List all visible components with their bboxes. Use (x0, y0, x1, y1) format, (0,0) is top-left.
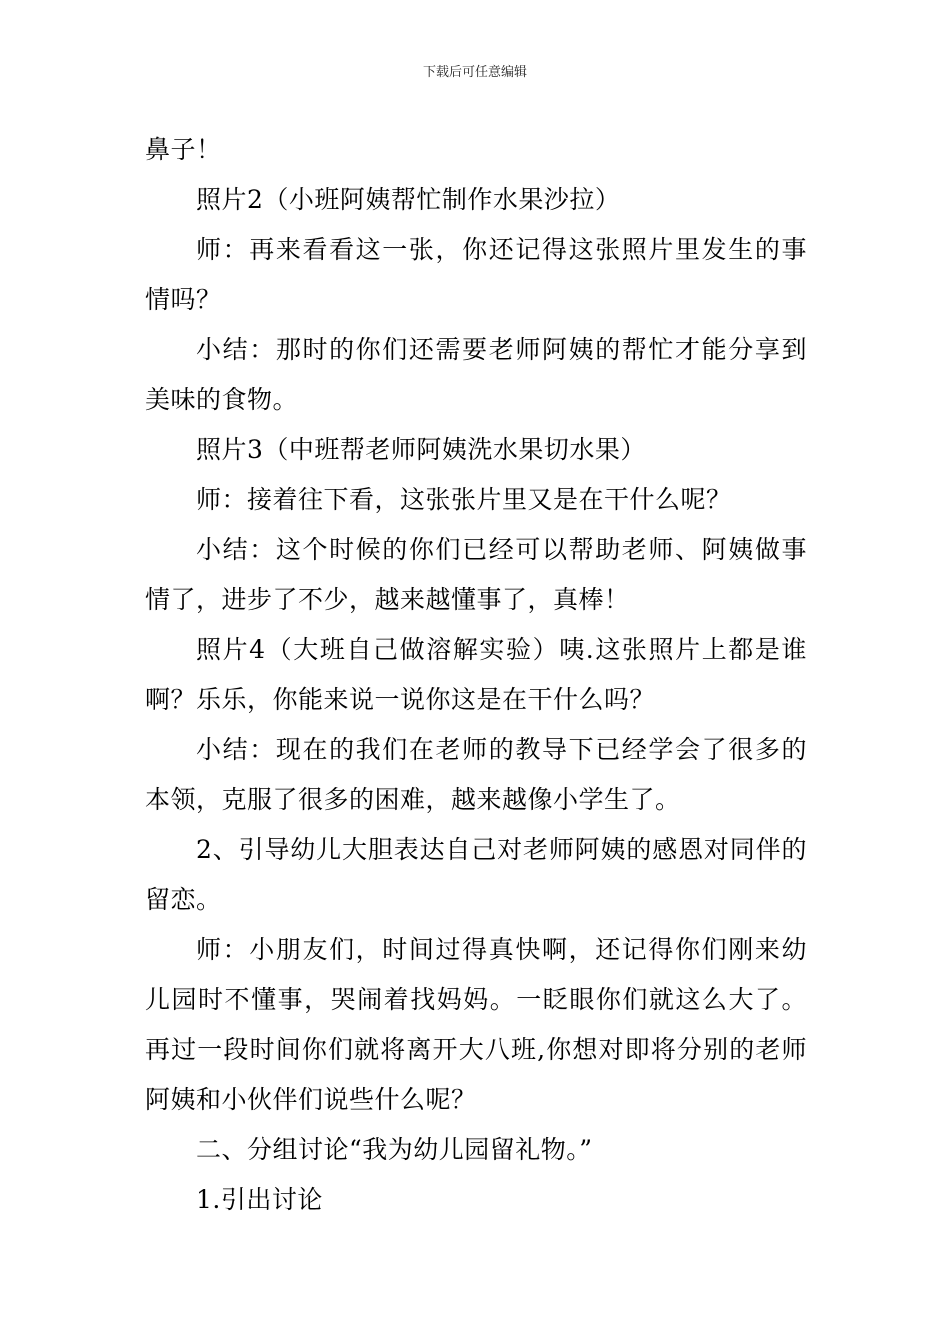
page-header-note: 下载后可任意编辑 (422, 65, 527, 80)
paragraph: 1.引出讨论 (196, 1185, 323, 1214)
paragraph: 照片3（中班帮老师阿姨洗水果切水果） (196, 435, 646, 464)
paragraph: 小结：那时的你们还需要老师阿姨的帮忙才能分享到美味的食物。 (145, 335, 807, 414)
paragraph: 二、分组讨论“我为幼儿园留礼物。” (196, 1135, 593, 1164)
document-body (145, 125, 807, 1225)
paragraph: 师：接着往下看，这张张片里又是在干什么呢？ (196, 485, 732, 514)
paragraph: 照片4（大班自己做溶解实验）咦.这张照片上都是谁啊？乐乐，你能来说一说你这是在干什么吗？ (145, 635, 807, 714)
paragraph: 鼻子！ (145, 135, 222, 164)
paragraph: 小结：这个时候的你们已经可以帮助老师、阿姨做事情了，进步了不少，越来越懂事了，真棒！ (145, 535, 807, 614)
paragraph: 2、引导幼儿大胆表达自己对老师阿姨的感恩对同伴的留恋。 (145, 835, 807, 914)
paragraph: 师：再来看看这一张，你还记得这张照片里发生的事情吗？ (145, 235, 807, 314)
paragraph: 师：小朋友们，时间过得真快啊，还记得你们刚来幼儿园时不懂事，哭闹着找妈妈。一眨眼你们就这么大了。再过一段时间你们就将离开大八班,你想对即将分别的老师阿姨和小伙伴们说些什么呢？ (145, 935, 807, 1114)
paragraph: 照片2（小班阿姨帮忙制作水果沙拉） (196, 185, 621, 214)
paragraph: 小结：现在的我们在老师的教导下已经学会了很多的本领，克服了很多的困难，越来越像小学生了。 (145, 735, 807, 814)
